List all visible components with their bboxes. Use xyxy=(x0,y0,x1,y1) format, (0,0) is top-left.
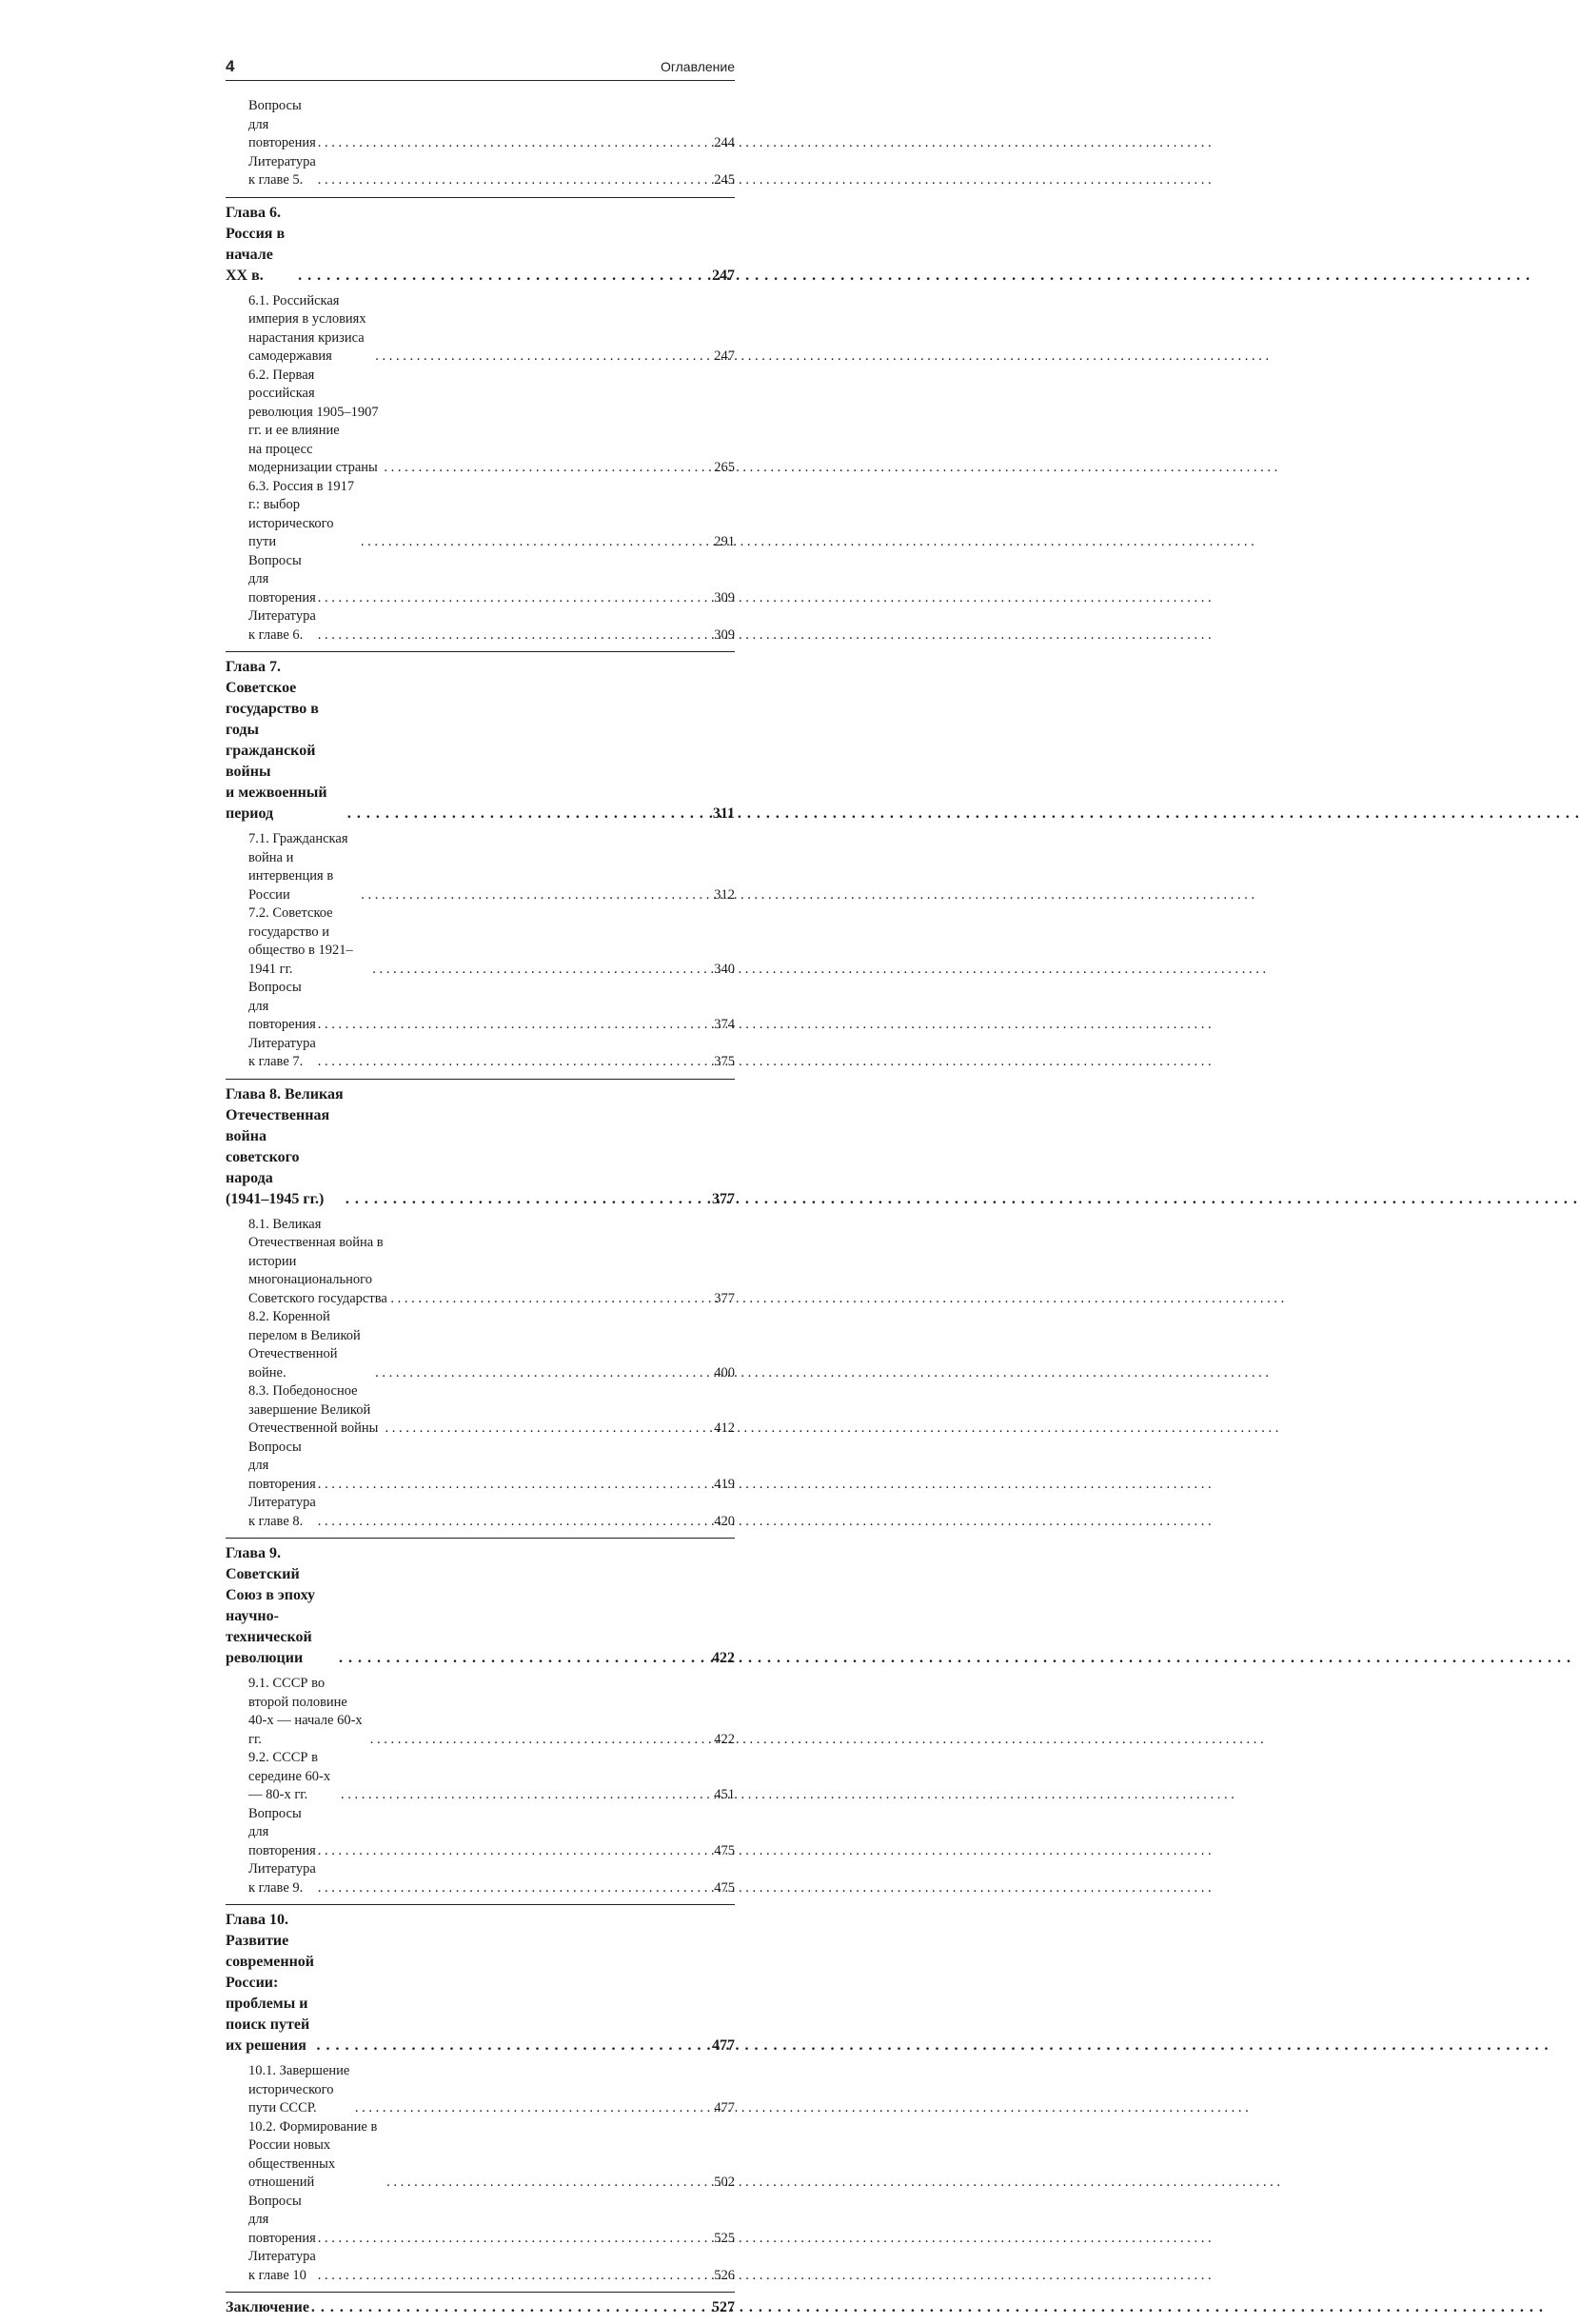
toc-subentry xyxy=(226,1749,735,1805)
toc-subentry xyxy=(226,1494,735,1531)
toc-chapter-entry xyxy=(226,203,735,287)
page-header xyxy=(226,57,735,81)
toc-subentry xyxy=(226,292,735,367)
toc-page-number: 247 xyxy=(712,267,735,284)
dot-leader xyxy=(318,1016,712,1035)
running-title: Оглавление xyxy=(660,59,735,74)
toc-page-number: 420 xyxy=(714,1513,735,1529)
toc-entry-title: Литература к главе 7. xyxy=(248,1035,316,1069)
toc-page-number: 377 xyxy=(714,1290,735,1306)
toc-entry-title: Литература к главе 10 xyxy=(248,2249,316,2283)
toc-chapter-entry xyxy=(226,1084,735,1210)
toc-page-number: 311 xyxy=(712,805,735,822)
dot-leader xyxy=(318,2230,712,2249)
toc-subentry xyxy=(226,2193,735,2249)
dot-leader xyxy=(372,961,712,980)
toc-entry-title: Глава 9. Советский Союз в эпоху научно-технической революции xyxy=(226,1545,315,1666)
dot-leader xyxy=(318,171,712,190)
toc-entry-title: 7.2. Советское государство и общество в 1921–1941 гг. xyxy=(248,905,353,977)
toc-page-number: 525 xyxy=(714,2230,735,2246)
dot-leader xyxy=(385,1420,712,1439)
toc-entry-title: Литература к главе 5. xyxy=(248,153,316,188)
toc-entry-title: 7.1. Гражданская война и интервенция в России xyxy=(248,831,348,903)
toc-page-number: 245 xyxy=(714,172,735,188)
dot-leader xyxy=(298,266,710,287)
toc-entry-title: Литература к главе 9. xyxy=(248,1861,316,1896)
toc-page-number: 309 xyxy=(714,589,735,606)
section-divider xyxy=(226,197,735,198)
dot-leader xyxy=(339,1648,710,1669)
dot-leader xyxy=(375,1364,712,1383)
toc-entry-title: Вопросы для повторения xyxy=(248,1805,316,1858)
toc-entry-title: Вопросы для повторения xyxy=(248,2193,316,2246)
toc-chapter-entry xyxy=(226,2297,735,2318)
dot-leader xyxy=(318,2267,712,2286)
toc-subentry xyxy=(226,1439,735,1495)
toc-subentry xyxy=(226,1308,735,1382)
dot-leader xyxy=(318,1053,712,1072)
toc-entry-title: 6.3. Россия в 1917 г.: выбор исторического пути xyxy=(248,478,355,549)
toc-chapter-entry xyxy=(226,1910,735,2056)
toc-entry-title: Вопросы для повторения xyxy=(248,1439,316,1492)
toc-page-number: 312 xyxy=(714,886,735,903)
toc-entry-title: 9.1. СССР во второй половине 40-х — начале 60-х гг. xyxy=(248,1676,363,1747)
toc-entry-title: Литература к главе 6. xyxy=(248,608,316,643)
dot-leader xyxy=(311,2297,710,2318)
toc-entry-title: Глава 8. Великая Отечественная война советского народа (1941–1945 гг.) xyxy=(226,1085,344,1207)
dot-leader xyxy=(316,2036,710,2056)
toc-subentry xyxy=(226,607,735,645)
dot-leader xyxy=(361,886,712,905)
toc-page-number: 375 xyxy=(714,1054,735,1069)
dot-leader xyxy=(375,348,712,367)
toc-subentry xyxy=(226,2062,735,2118)
toc-subentry xyxy=(226,97,735,153)
dot-leader xyxy=(318,589,712,608)
toc-entry-title: Заключение xyxy=(226,2299,309,2315)
dot-leader xyxy=(318,1879,712,1898)
toc-page-number: 475 xyxy=(714,1842,735,1858)
toc-page-number: 244 xyxy=(714,135,735,150)
toc-subentry xyxy=(226,153,735,190)
toc-entry-title: 9.2. СССР в середине 60-х — 80-х гг. xyxy=(248,1750,331,1802)
page-number: 4 xyxy=(226,57,235,75)
table-of-contents xyxy=(226,97,735,2324)
toc-entry-title: 10.2. Формирование в России новых общественных отношений xyxy=(248,2118,378,2190)
toc-subentry xyxy=(226,552,735,608)
toc-subentry xyxy=(226,1805,735,1861)
toc-page-number: 502 xyxy=(714,2175,735,2190)
dot-leader xyxy=(355,2099,712,2118)
toc-subentry xyxy=(226,1216,735,1309)
toc-entry-title: 6.1. Российская империя в условиях нарастания кризиса самодержавия xyxy=(248,292,366,364)
dot-leader xyxy=(341,1786,712,1805)
toc-page-number: 340 xyxy=(714,961,735,977)
toc-subentry xyxy=(226,979,735,1035)
dot-leader xyxy=(386,2174,712,2193)
toc-subentry xyxy=(226,478,735,552)
toc-page-number: 374 xyxy=(714,1017,735,1032)
toc-subentry xyxy=(226,1035,735,1072)
toc-entry-title: 8.2. Коренной перелом в Великой Отечественной войне. xyxy=(248,1309,361,1380)
toc-page-number: 291 xyxy=(714,534,735,549)
toc-entry-title: Глава 6. Россия в начале XX в. xyxy=(226,204,286,284)
toc-entry-title: Вопросы для повторения xyxy=(248,98,316,150)
dot-leader xyxy=(390,1290,712,1309)
dot-leader xyxy=(346,1189,710,1210)
section-divider xyxy=(226,651,735,652)
toc-subentry xyxy=(226,2248,735,2285)
toc-entry-title: 8.1. Великая Отечественная война в истории многонационального Советского государства xyxy=(248,1216,387,1306)
toc-page-number: 309 xyxy=(714,626,735,643)
section-divider xyxy=(226,1538,735,1539)
toc-page-number: 422 xyxy=(712,1650,735,1666)
toc-chapter-entry xyxy=(226,657,735,824)
toc-subentry xyxy=(226,1860,735,1897)
dot-leader xyxy=(318,626,712,646)
toc-entry-title: Литература к главе 8. xyxy=(248,1495,316,1529)
toc-page-number: 527 xyxy=(712,2299,735,2315)
toc-entry-title: Глава 10. Развитие современной России: проблемы и поиск путей их решения xyxy=(226,1912,314,2054)
dot-leader xyxy=(384,459,712,478)
toc-subentry xyxy=(226,1382,735,1439)
toc-page-number: 477 xyxy=(712,2037,735,2054)
toc-page-number: 419 xyxy=(714,1476,735,1492)
dot-leader xyxy=(318,134,712,153)
toc-entry-title: Глава 7. Советское государство в годы гражданской войны и межвоенный период xyxy=(226,659,327,822)
toc-page-number: 265 xyxy=(714,460,735,475)
toc-entry-title: 8.3. Победоносное завершение Великой Отечественной войны xyxy=(248,1383,379,1436)
dot-leader xyxy=(318,1476,712,1495)
toc-subentry xyxy=(226,1675,735,1749)
toc-page-number: 412 xyxy=(714,1420,735,1436)
toc-page-number: 526 xyxy=(714,2267,735,2283)
toc-page-number: 400 xyxy=(714,1364,735,1380)
toc-subentry xyxy=(226,830,735,904)
dot-leader xyxy=(318,1842,712,1861)
toc-page-number: 475 xyxy=(714,1879,735,1896)
section-divider xyxy=(226,2292,735,2293)
toc-page-number: 247 xyxy=(714,348,735,364)
toc-chapter-entry xyxy=(226,1543,735,1669)
toc-entry-title: 10.1. Завершение исторического пути СССР. xyxy=(248,2063,350,2115)
toc-page-number: 477 xyxy=(714,2100,735,2115)
dot-leader xyxy=(318,1513,712,1532)
toc-entry-title: 6.2. Первая российская революция 1905–1907 гг. и ее влияние на процесс модернизации страны xyxy=(248,367,379,475)
toc-page-number: 377 xyxy=(712,1190,735,1207)
dot-leader xyxy=(370,1731,713,1750)
dot-leader xyxy=(347,804,711,824)
dot-leader xyxy=(361,533,712,552)
section-divider xyxy=(226,1079,735,1080)
toc-subentry xyxy=(226,2118,735,2193)
toc-subentry xyxy=(226,904,735,979)
section-divider xyxy=(226,1904,735,1905)
toc-page-number: 422 xyxy=(714,1731,735,1747)
toc-entry-title: Вопросы для повторения xyxy=(248,980,316,1032)
toc-page-number: 451 xyxy=(714,1787,735,1802)
toc-entry-title: Вопросы для повторения xyxy=(248,552,316,606)
toc-subentry xyxy=(226,367,735,478)
